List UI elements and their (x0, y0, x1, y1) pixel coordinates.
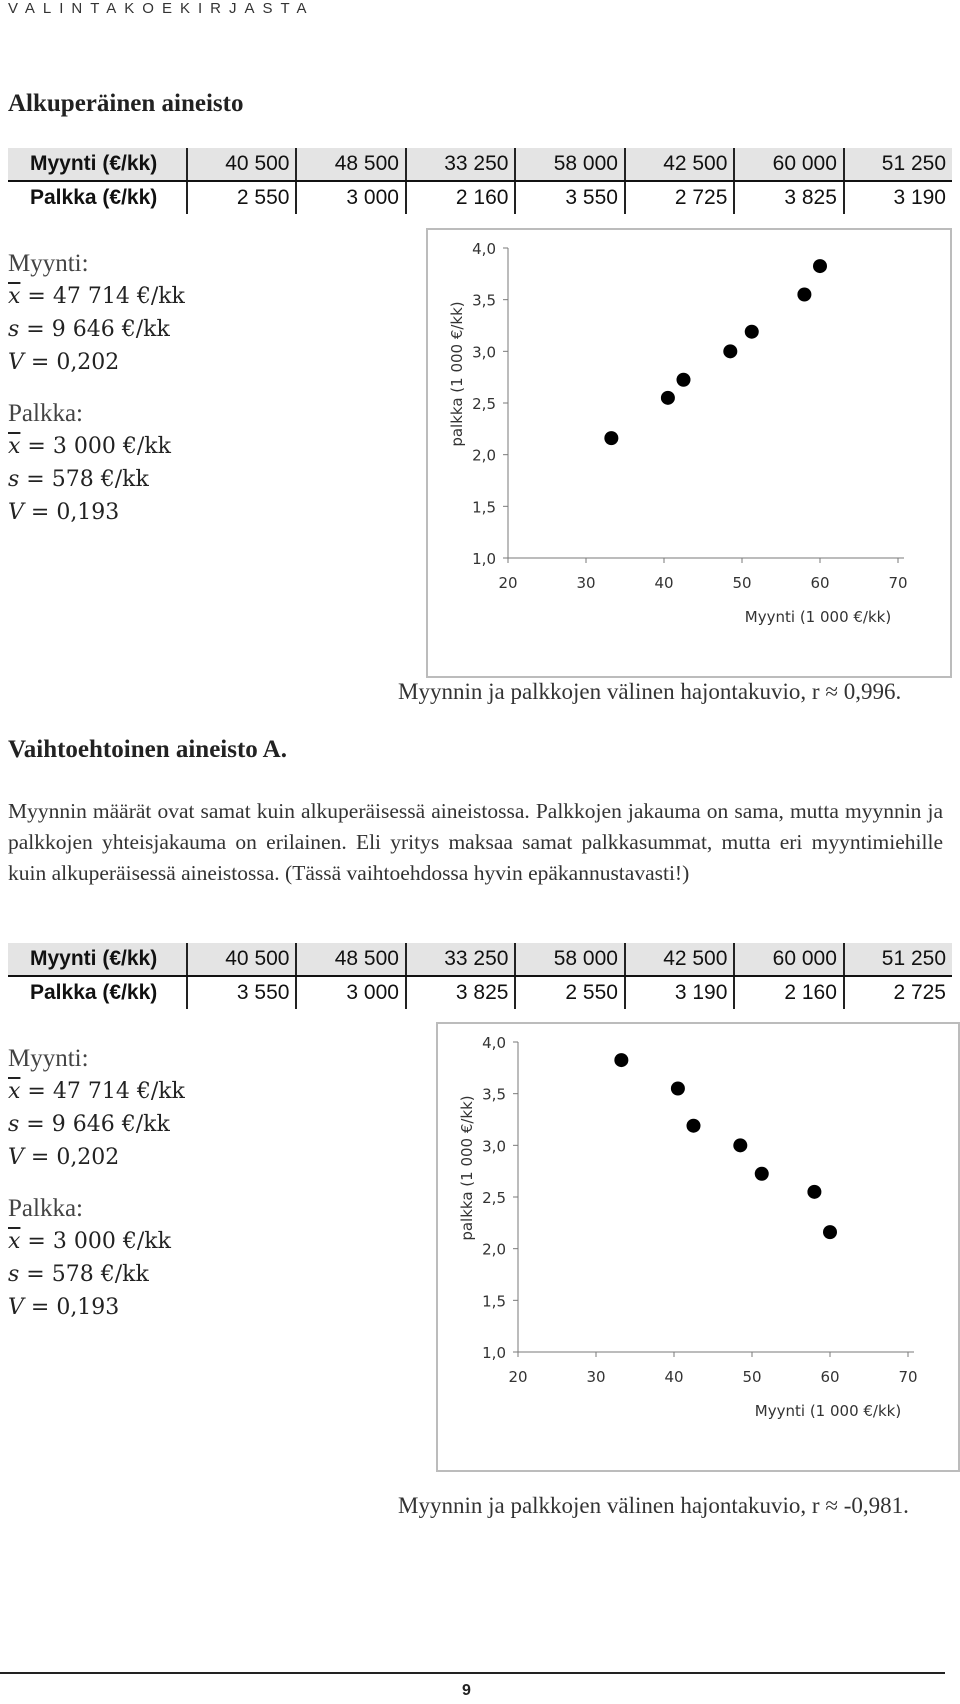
x-tick-label: 30 (586, 1368, 606, 1386)
x-axis-label: Myynti (1 000 €/kk) (744, 608, 892, 626)
stat-cv: V = 0,202 (8, 350, 120, 375)
table-row-myynti (8, 943, 952, 976)
stats-label-palkka: Palkka: (8, 1195, 83, 1222)
x-tick-label: 50 (742, 1368, 762, 1386)
y-tick-label: 2,0 (472, 446, 496, 465)
scatter-point (604, 431, 618, 445)
sd-symbol: s (8, 1112, 20, 1137)
mean-symbol: $\overline{x}$ (8, 434, 21, 459)
sd-symbol: s (8, 1262, 20, 1287)
table-cell: 40 500 (187, 943, 296, 976)
x-tick-label: 70 (888, 574, 908, 592)
table-cell: 2 725 (625, 181, 734, 214)
footer-rule (0, 1672, 945, 1674)
table-cell: 42 500 (625, 943, 734, 976)
scatter-point (745, 325, 759, 339)
stats-label-myynti: Myynti: (8, 250, 89, 277)
table-cell: 33 250 (406, 943, 515, 976)
mean-symbol: $\overline{x}$ (8, 1079, 21, 1104)
y-tick-label: 1,0 (482, 1344, 506, 1362)
stats-label-myynti: Myynti: (8, 1045, 89, 1072)
section-title-original: Alkuperäinen aineisto (8, 90, 244, 117)
y-tick-label: 3,0 (482, 1137, 506, 1156)
x-tick-label: 20 (498, 574, 518, 592)
stats-block-original (8, 247, 185, 529)
stat-sd: s = 578 €/kk (8, 467, 149, 492)
y-tick-label: 1,5 (472, 498, 496, 517)
data-table-alternative (8, 943, 952, 1009)
scatter-point (677, 373, 691, 387)
mean-symbol: $\overline{x}$ (8, 1229, 21, 1254)
scatter-point (671, 1082, 685, 1096)
table-cell: 3 190 (625, 976, 734, 1009)
scatter-point (807, 1185, 821, 1199)
table-cell: 40 500 (187, 148, 296, 181)
cv-symbol: V (8, 1295, 24, 1320)
table-cell: 2 550 (187, 181, 296, 214)
cv-symbol: V (8, 350, 24, 375)
y-tick-label: 3,0 (472, 343, 496, 362)
x-tick-label: 40 (654, 574, 674, 592)
table-row-myynti (8, 148, 952, 181)
scatter-point (661, 391, 675, 405)
y-tick-label: 2,0 (482, 1240, 506, 1259)
table-cell: 33 250 (406, 148, 515, 181)
row-label: Myynti (€/kk) (8, 943, 187, 976)
table-cell: 48 500 (296, 148, 405, 181)
stats-block-alternative (8, 1042, 185, 1324)
scatter-chart-alternative (438, 1024, 958, 1470)
table-cell: 3 000 (296, 181, 405, 214)
figure-caption-original: Myynnin ja palkkojen välinen hajontakuvio, r ≈ 0,996. (398, 679, 902, 704)
y-tick-label: 1,5 (482, 1292, 506, 1311)
sd-symbol: s (8, 467, 20, 492)
table-row-palkka (8, 976, 952, 1009)
x-tick-label: 60 (810, 574, 830, 592)
cv-symbol: V (8, 1145, 24, 1170)
scatter-point (614, 1053, 628, 1067)
stat-sd: s = 9 646 €/kk (8, 317, 170, 342)
x-tick-label: 30 (576, 574, 596, 592)
row-label: Palkka (€/kk) (8, 976, 187, 1009)
stat-mean: $\overline{x} = 3$ 000 €/kk (8, 1229, 171, 1254)
y-tick-label: 1,0 (472, 550, 496, 568)
table-cell: 3 550 (187, 976, 296, 1009)
y-axis-label: palkka (1 000 €/kk) (458, 1095, 476, 1241)
scatter-point (733, 1138, 747, 1152)
y-tick-label: 3,5 (472, 291, 496, 310)
table-cell: 60 000 (734, 148, 843, 181)
page-number: 9 (462, 1682, 471, 1699)
table-cell: 58 000 (515, 943, 624, 976)
table-cell: 3 000 (296, 976, 405, 1009)
running-header: VALINTAKOEKIRJASTA (8, 0, 315, 17)
table-cell: 3 550 (515, 181, 624, 214)
mean-symbol: $\overline{x}$ (8, 284, 21, 309)
scatter-point (823, 1225, 837, 1239)
table-cell: 51 250 (844, 943, 952, 976)
x-tick-label: 20 (508, 1368, 528, 1386)
table-row-palkka (8, 181, 952, 214)
scatter-chart-original (428, 230, 950, 676)
x-axis-label: Myynti (1 000 €/kk) (754, 1402, 902, 1420)
table-cell: 2 160 (734, 976, 843, 1009)
table-cell: 42 500 (625, 148, 734, 181)
scatter-point (755, 1167, 769, 1181)
table-cell: 60 000 (734, 943, 843, 976)
stat-sd: s = 9 646 €/kk (8, 1112, 170, 1137)
row-label: Palkka (€/kk) (8, 181, 187, 214)
table-cell: 2 725 (844, 976, 952, 1009)
body-paragraph: Myynnin määrät ovat samat kuin alkuperäisessä aineistossa. Palkkojen jakauma on sama, mutta myynnin ja palkkojen yhteisjakauma on erilainen. Eli yritys maksaa samat palkkasummat, mutta eri myyntimiehille kuin alkuperäisessä aineistossa. (Tässä vaihtoehdossa hyvin epäkannustavasti!) (8, 799, 943, 885)
scatter-chart-box-original (426, 228, 952, 678)
table-cell: 2 160 (406, 181, 515, 214)
y-tick-label: 4,0 (482, 1034, 506, 1052)
data-table-original (8, 148, 952, 214)
x-tick-label: 60 (820, 1368, 840, 1386)
y-tick-label: 2,5 (472, 395, 496, 413)
scatter-point (723, 344, 737, 358)
stat-cv: V = 0,193 (8, 500, 120, 525)
y-axis-label: palkka (1 000 €/kk) (448, 301, 466, 447)
scatter-chart-box-alternative (436, 1022, 960, 1472)
stat-cv: V = 0,202 (8, 1145, 120, 1170)
row-label: Myynti (€/kk) (8, 148, 187, 181)
table-cell: 58 000 (515, 148, 624, 181)
cv-symbol: V (8, 500, 24, 525)
table-cell: 2 550 (515, 976, 624, 1009)
stat-mean: $\overline{x} = 47$ 714 €/kk (8, 284, 185, 309)
x-tick-label: 50 (732, 574, 752, 592)
sd-symbol: s (8, 317, 20, 342)
stat-mean: $\overline{x} = 47$ 714 €/kk (8, 1079, 185, 1104)
scatter-point (797, 288, 811, 302)
stats-label-palkka: Palkka: (8, 400, 83, 427)
x-tick-label: 70 (898, 1368, 918, 1386)
y-tick-label: 2,5 (482, 1189, 506, 1207)
x-tick-label: 40 (664, 1368, 684, 1386)
stat-cv: V = 0,193 (8, 1295, 120, 1320)
figure-caption-alternative: Myynnin ja palkkojen välinen hajontakuvio, r ≈ -0,981. (398, 1493, 909, 1518)
stat-sd: s = 578 €/kk (8, 1262, 149, 1287)
table-cell: 3 825 (406, 976, 515, 1009)
table-cell: 3 825 (734, 181, 843, 214)
table-cell: 3 190 (844, 181, 952, 214)
table-cell: 51 250 (844, 148, 952, 181)
scatter-point (687, 1119, 701, 1133)
table-cell: 48 500 (296, 943, 405, 976)
stat-mean: $\overline{x} = 3$ 000 €/kk (8, 434, 171, 459)
section-title-alternative: Vaihtoehtoinen aineisto A. (8, 736, 287, 763)
y-tick-label: 3,5 (482, 1085, 506, 1104)
scatter-point (813, 259, 827, 273)
y-tick-label: 4,0 (472, 240, 496, 258)
